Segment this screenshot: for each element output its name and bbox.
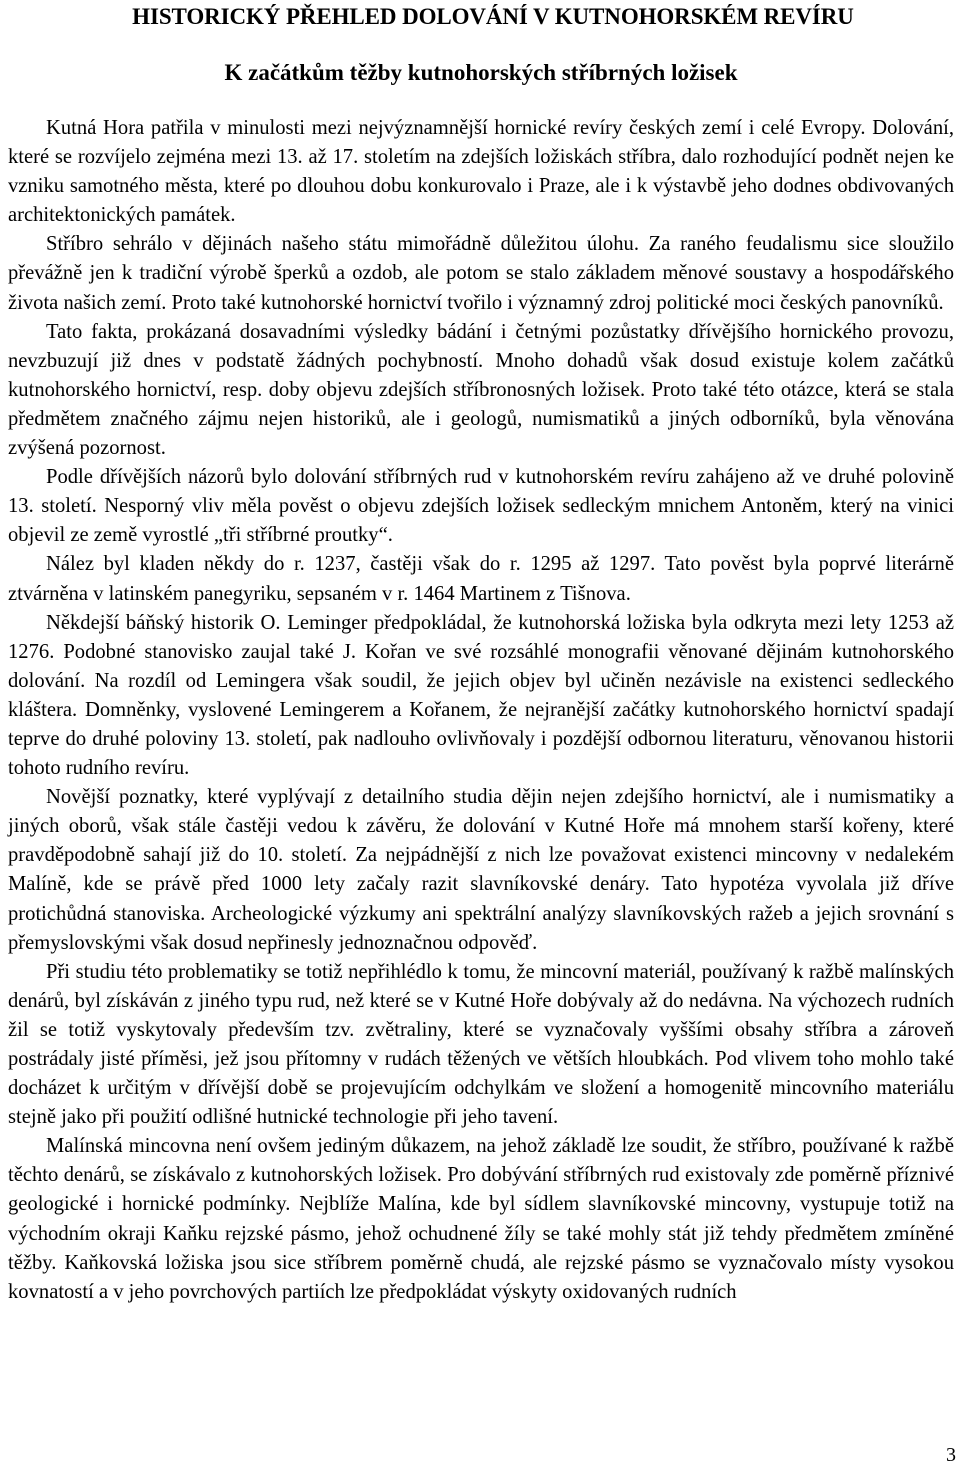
paragraph-3: Tato fakta, prokázaná dosavadními výsledky bádání i četnými pozůstatky dřívějšího hornického provozu, nevzbuzují již dnes v podstatě žádných pochybností. Mnoho dohadů však dosud existuje kolem začátků kutnohorského hornictví, resp. doby objevu zdejších stříbronosných ložisek. Proto také této otázce, která se stala předmětem značného zájmu nejen historiků, ale i geologů, numismatiků a jiných odborníků, byla věnována zvýšená pozornost. — [8, 320, 954, 460]
paragraph-5: Nález byl kladen někdy do r. 1237, častěji však do r. 1295 až 1297. Tato pověst byla poprvé literárně ztvárněna v latinském panegyriku, sepsaném v r. 1464 Martinem z Tišnova. — [8, 553, 954, 605]
paragraph-1: Kutná Hora patřila v minulosti mezi nejvýznamnější hornické revíry českých zemí i celé Evropy. Dolování, které se rozvíjelo zejména mezi 13. až 17. stoletím na zdejších ložiskách stříbra, dalo rozhodující podnět nejen ke vzniku samotného města, které po dlouhou dobu konkurovalo i Praze, ale i k výstavbě jeho dodnes obdivovaných architektonických památek. — [8, 117, 954, 227]
paragraph-8: Při studiu této problematiky se totiž nepřihlédlo k tomu, že mincovní materiál, používaný k ražbě malínských denárů, byl získáván z jiného typu rud, než které se v Kutné Hoře dobývaly až do nedávna. Na výchozech rudních žil se totiž vyskytovaly především tzv. zvětraliny, které se vyznačovaly vyššími obsahy stříbra a zároveň postrádaly jisté příměsi, jež jsou přítomny v rudách těžených ve větších hloubkách. Pod vlivem toho mohlo také docházet k určitým v dřívější době se projevujícím odchylkám ve složení a homogenitě mincovního materiálu stejně jako při použití odlišné hutnické technologie při jeho tavení. — [8, 960, 954, 1129]
document-subtitle: K začátkům těžby kutnohorských stříbrných ložisek — [224, 60, 738, 85]
page-number: 3 — [946, 1444, 956, 1466]
paragraph-6: Někdejší báňský historik O. Leminger předpokládal, že kutnohorská ložiska byla odkryta mezi lety 1253 až 1276. Podobné stanovisko zaujal také J. Kořan ve své rozsáhlé monografii věnované dějinám kutnohorského dolování. Na rozdíl od Lemingera však soudil, že jejich objev byl učiněn nezávisle na existenci sedleckého kláštera. Domněnky, vyslovené Lemingerem a Kořanem, že nejranější začátky kutnohorského hornictví spadají teprve do druhé poloviny 13. století, pak nadlouho ovlivňovaly i pozdější odbornou literaturu, věnovanou historii tohoto rudního revíru. — [8, 611, 954, 780]
body-text — [8, 114, 954, 1307]
paragraph-7: Novější poznatky, které vyplývají z detailního studia dějin nejen zdejšího hornictví, ale i numismatiky a jiných oborů, však stále častěji vedou k závěru, že dolování v Kutné Hoře má mnohem starší kořeny, které pravděpodobně sahají již do 10. století. Za nejpádnější z nich lze považovat existenci mincovny v nedalekém Malíně, kde se právě před 1000 lety začaly razit slavníkovské denáry. Tato hypotéza vyvolala již dříve protichůdná stanoviska. Archeologické výzkumy ani spektrální analýzy slavníkovských ražeb a jejich srovnání s přemyslovskými však dosud nepřinesly jednoznačnou odpověď. — [8, 786, 954, 954]
paragraph-9: Malínská mincovna není ovšem jediným důkazem, na jehož základě lze soudit, že stříbro, používané k ražbě těchto denárů, se získávalo z kutnohorských ložisek. Pro dobývání stříbrných rud existovaly zde poměrně příznivé geologické i hornické podmínky. Nejblíže Malína, kde byl sídlem slavníkovské mincovny, vystupuje totiž na východním okraji Kaňku rejzské pásmo, jehož ochudnené žíly se také mohly stát již tehdy předmětem zmíněné těžby. Kaňkovská ložiska jsou sice stříbrem poměrně chudá, ale rejzské pásmo se vyznačovalo místy vysokou kovnatostí a v jeho povrchových partiích lze předpokládat výskyty oxidovaných rudních — [8, 1135, 954, 1303]
document-title: HISTORICKÝ PŘEHLED DOLOVÁNÍ V KUTNOHORSKÉM REVÍRU — [132, 4, 854, 29]
paragraph-2: Stříbro sehrálo v dějinách našeho státu mimořádně důležitou úlohu. Za raného feudalismu sice sloužilo převážně jen k tradiční výrobě šperků a ozdob, ale potom se stalo základem měnové soustavy a hospodářského života našich zemí. Proto také kutnohorské hornictví tvořilo i významný zdroj politické moci českých panovníků. — [8, 233, 954, 314]
paragraph-4: Podle dřívějších názorů bylo dolování stříbrných rud v kutnohorském revíru zahájeno až ve druhé polovině 13. století. Nesporný vliv měla pověst o objevu zdejších ložisek sedleckým mnichem Antoněm, který na vinici objevil ze země vyrostlé „tři stříbrné proutky“. — [8, 466, 954, 547]
